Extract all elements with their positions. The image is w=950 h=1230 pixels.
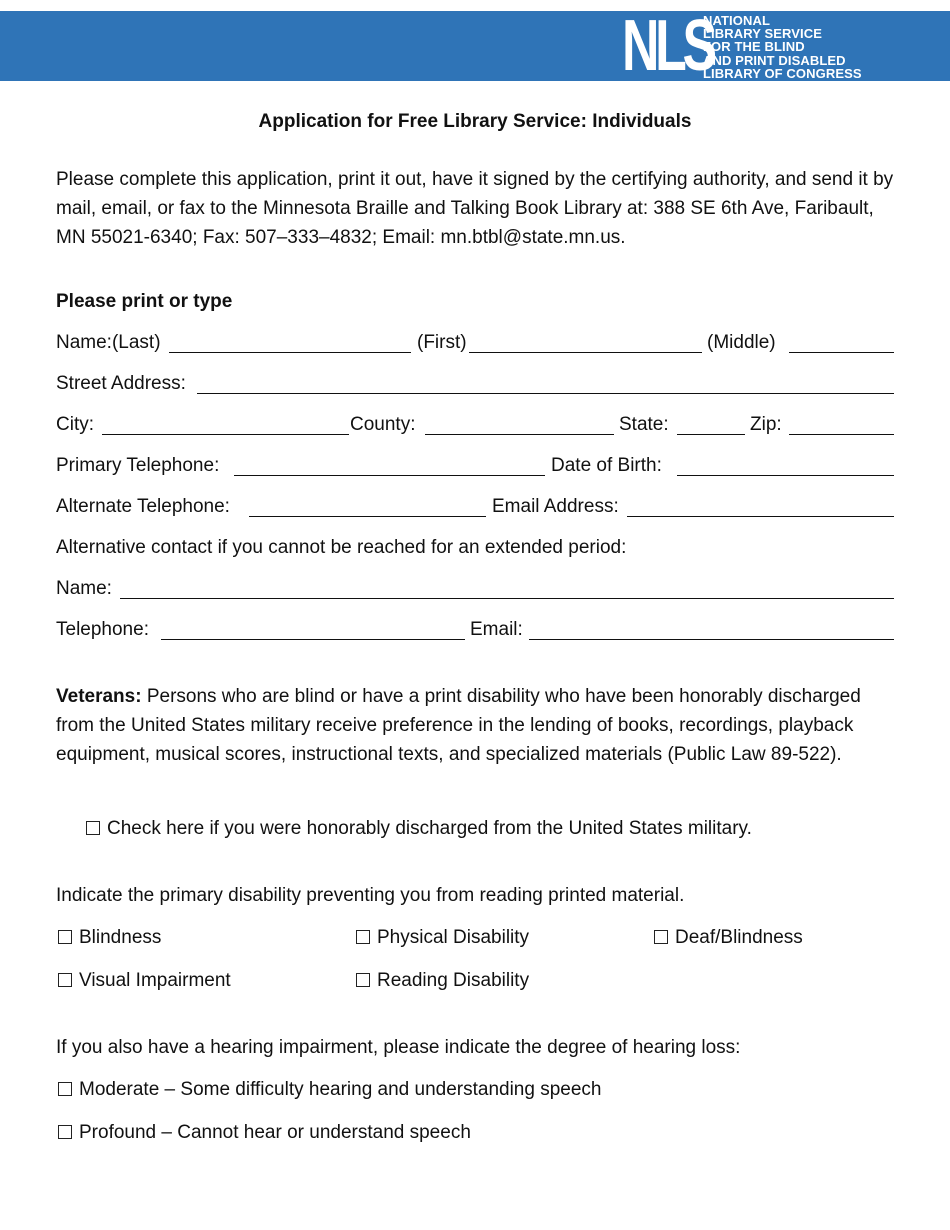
label-street: Street Address:	[56, 373, 186, 394]
label-alt-name: Name:	[56, 578, 112, 599]
option-moderate[interactable]	[58, 1079, 602, 1101]
label-last-name: Name:(Last)	[56, 332, 161, 353]
option-profound[interactable]	[58, 1122, 471, 1144]
hearing-prompt: If you also have a hearing impairment, please indicate the degree of hearing loss:	[56, 1037, 741, 1058]
alt-name-input[interactable]	[120, 598, 894, 599]
label-middle-name: (Middle)	[707, 332, 776, 353]
city-input[interactable]	[102, 434, 349, 435]
state-input[interactable]	[677, 434, 745, 435]
logo-line: LIBRARY SERVICE	[703, 26, 823, 42]
disability-prompt: Indicate the primary disability preventing you from reading printed material.	[56, 885, 685, 906]
checkbox[interactable]	[86, 821, 100, 835]
first-name-input[interactable]	[469, 352, 702, 353]
logo-line: LIBRARY OF CONGRESS	[703, 65, 862, 81]
nls-logo: NLS	[622, 6, 713, 86]
checkbox[interactable]	[58, 930, 72, 944]
email-input[interactable]	[627, 516, 894, 517]
option-label: Moderate – Some difficulty hearing and understanding speech	[79, 1079, 602, 1100]
label-alt-email: Email:	[470, 619, 523, 640]
label-alt-telephone: Telephone:	[56, 619, 149, 640]
label-dob: Date of Birth:	[551, 455, 662, 476]
primary-phone-input[interactable]	[234, 475, 545, 476]
label-zip: Zip:	[750, 414, 782, 435]
option-label: Blindness	[79, 927, 162, 948]
alt-phone-input[interactable]	[249, 516, 486, 517]
street-input[interactable]	[197, 393, 894, 394]
option-label: Physical Disability	[377, 927, 530, 948]
alt-telephone-input[interactable]	[161, 639, 465, 640]
label-first-name: (First)	[417, 332, 467, 353]
option-label: Deaf/Blindness	[675, 927, 803, 948]
veterans-heading: Veterans:	[56, 686, 142, 707]
option-reading-disability[interactable]	[356, 970, 529, 992]
veterans-paragraph	[56, 682, 896, 769]
option-visual-impairment[interactable]	[58, 970, 231, 992]
option-deaf-blindness[interactable]	[654, 927, 803, 949]
logo-line: AND PRINT DISABLED	[703, 52, 846, 68]
print-instruction: Please print or type	[56, 291, 233, 312]
veteran-checkbox-row[interactable]	[86, 818, 752, 840]
alt-email-input[interactable]	[529, 639, 894, 640]
nls-logo-text	[703, 14, 862, 80]
zip-input[interactable]	[789, 434, 894, 435]
header-banner	[0, 6, 950, 86]
checkbox[interactable]	[58, 973, 72, 987]
logo-line: FOR THE BLIND	[703, 39, 805, 55]
form-title: Application for Free Library Service: Individuals	[258, 111, 692, 132]
alt-contact-prompt: Alternative contact if you cannot be reached for an extended period:	[56, 537, 627, 558]
veteran-checkbox-label: Check here if you were honorably discharged from the United States military.	[107, 818, 752, 839]
label-email: Email Address:	[492, 496, 619, 517]
option-label: Profound – Cannot hear or understand speech	[79, 1122, 471, 1143]
label-primary-phone: Primary Telephone:	[56, 455, 220, 476]
label-alt-phone: Alternate Telephone:	[56, 496, 230, 517]
option-label: Reading Disability	[377, 970, 530, 991]
checkbox[interactable]	[58, 1125, 72, 1139]
option-label: Visual Impairment	[79, 970, 231, 991]
label-state: State:	[619, 414, 669, 435]
veterans-text: Persons who are blind or have a print disability who have been honorably discharged from the United States military receive preference in the lending of books, recordings, playback equipment, musical scores, instructional texts, and specialized materials (Public Law 89-522).	[56, 686, 861, 765]
label-county: County:	[350, 414, 416, 435]
middle-name-input[interactable]	[789, 352, 894, 353]
option-physical-disability[interactable]	[356, 927, 529, 949]
checkbox[interactable]	[356, 973, 370, 987]
option-blindness[interactable]	[58, 927, 161, 949]
logo-line: NATIONAL	[703, 13, 770, 28]
label-city: City:	[56, 414, 94, 435]
checkbox[interactable]	[58, 1082, 72, 1096]
intro-paragraph: Please complete this application, print it out, have it signed by the certifying authority, and send it by mail, email, or fax to the Minnesota Braille and Talking Book Library at: 388 SE 6th Ave, Faribault, MN 55021-6340; Fax: 507–333–4832; Email: mn.btbl@state.mn.us.	[56, 169, 894, 248]
checkbox[interactable]	[654, 930, 668, 944]
checkbox[interactable]	[356, 930, 370, 944]
county-input[interactable]	[425, 434, 614, 435]
last-name-input[interactable]	[169, 352, 411, 353]
dob-input[interactable]	[677, 475, 894, 476]
